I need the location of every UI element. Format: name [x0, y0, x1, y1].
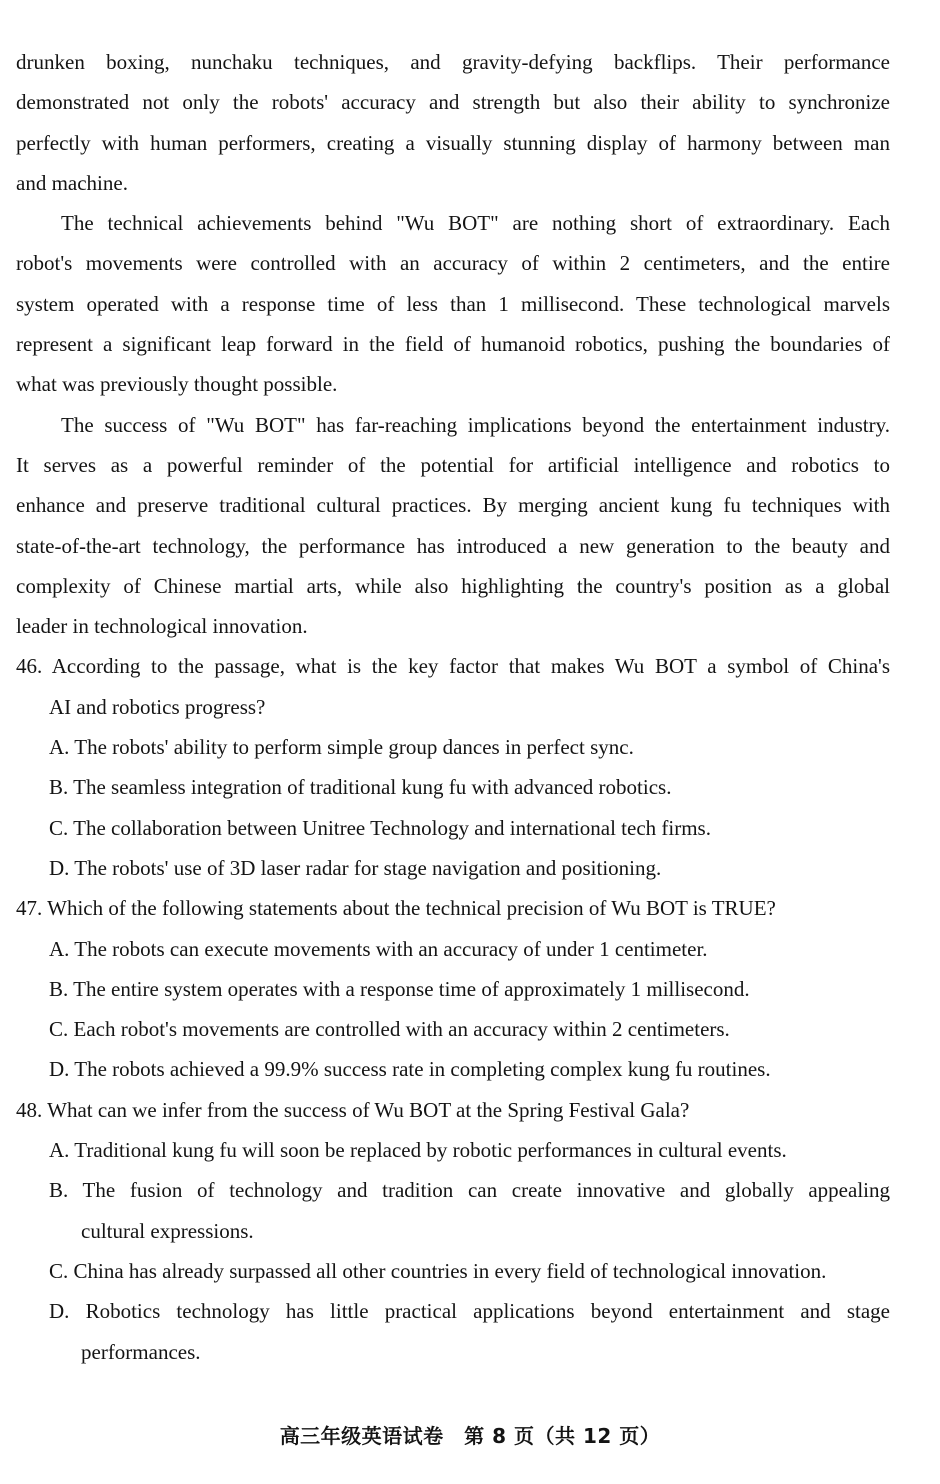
text-line: leader in technological innovation. — [16, 614, 308, 639]
text-line: and machine. — [16, 170, 128, 195]
option-d: D. The robots achieved a 99.9% success rate in completing complex kung fu routines. — [49, 1057, 771, 1082]
text-line: state-of-the-art technology, the performance has introduced a new generation to the beauty and — [16, 533, 890, 558]
option-b: B. The fusion of technology and tradition can create innovative and globally appealing — [49, 1178, 890, 1203]
question-stem: 47. Which of the following statements about the technical precision of Wu BOT is TRUE? — [16, 896, 776, 921]
option-d: D. Robotics technology has little practical applications beyond entertainment and stage — [49, 1299, 890, 1324]
passage-paragraph-2 — [16, 203, 890, 404]
page-footer: 高三年级英语试卷 第 8 页（共 12 页） — [279, 1424, 661, 1448]
text-line: robot's movements were controlled with an accuracy of within 2 centimeters, and the entire — [16, 251, 890, 276]
question-stem: 48. What can we infer from the success of Wu BOT at the Spring Festival Gala? — [16, 1097, 690, 1122]
text-line: The technical achievements behind "Wu BOT" are nothing short of extraordinary. Each — [61, 211, 890, 236]
passage-paragraph-1 — [16, 42, 890, 203]
text-line: represent a significant leap forward in the field of humanoid robotics, pushing the boundaries of — [16, 332, 890, 357]
text-line: system operated with a response time of less than 1 millisecond. These technological marvels — [16, 291, 890, 316]
exam-page — [16, 42, 890, 1372]
text-line: It serves as a powerful reminder of the potential for artificial intelligence and robotics to — [16, 452, 890, 477]
option-b: B. The entire system operates with a response time of approximately 1 millisecond. — [49, 976, 750, 1001]
option-a: A. The robots' ability to perform simple group dances in perfect sync. — [49, 735, 634, 760]
question-48 — [16, 1090, 890, 1372]
text-line: what was previously thought possible. — [16, 372, 338, 397]
option-a: A. Traditional kung fu will soon be replaced by robotic performances in cultural events. — [49, 1138, 787, 1163]
text-line: complexity of Chinese martial arts, while also highlighting the country's position as a global — [16, 573, 890, 598]
option-c: C. China has already surpassed all other countries in every field of technological innovation. — [49, 1258, 827, 1283]
option-b-continued: cultural expressions. — [81, 1218, 254, 1243]
option-c: C. Each robot's movements are controlled with an accuracy within 2 centimeters. — [49, 1017, 730, 1042]
option-d-continued: performances. — [81, 1339, 201, 1364]
text-line: perfectly with human performers, creating a visually stunning display of harmony between man — [16, 130, 890, 155]
question-stem: 46. According to the passage, what is the key factor that makes Wu BOT a symbol of China's — [16, 654, 890, 679]
option-c: C. The collaboration between Unitree Technology and international tech firms. — [49, 815, 711, 840]
question-46 — [16, 646, 890, 888]
text-line: enhance and preserve traditional cultural practices. By merging ancient kung fu techniques with — [16, 493, 890, 518]
option-d: D. The robots' use of 3D laser radar for stage navigation and positioning. — [49, 855, 662, 880]
text-line: demonstrated not only the robots' accuracy and strength but also their ability to synchronize — [16, 90, 890, 115]
option-b: B. The seamless integration of traditional kung fu with advanced robotics. — [49, 775, 672, 800]
text-line: The success of "Wu BOT" has far-reaching implications beyond the entertainment industry. — [61, 412, 890, 437]
option-a: A. The robots can execute movements with an accuracy of under 1 centimeter. — [49, 936, 708, 961]
passage-paragraph-3 — [16, 405, 890, 647]
question-stem: AI and robotics progress? — [49, 694, 266, 719]
question-47 — [16, 888, 890, 1089]
text-line: drunken boxing, nunchaku techniques, and gravity-defying backflips. Their performance — [16, 50, 890, 74]
